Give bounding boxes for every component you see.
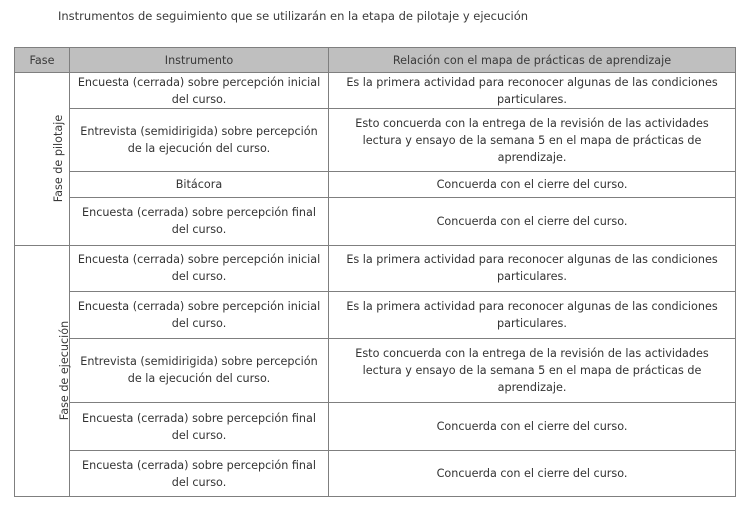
relacion-cell: Concuerda con el cierre del curso. — [329, 171, 736, 197]
relacion-cell: Esto concuerda con la entrega de la revisión de las actividades lectura y ensayo de la semana 5 en el mapa de prácticas de aprendizaje. — [329, 109, 736, 172]
table-row — [15, 291, 736, 338]
instrumento-cell: Encuesta (cerrada) sobre percepción inicial del curso. — [70, 73, 329, 109]
table-row — [15, 109, 736, 172]
table-row — [15, 73, 736, 109]
table-row — [15, 451, 736, 497]
fase-ejecucion-cell — [15, 245, 70, 496]
fase-pilotaje-label: Fase de pilotaje — [52, 115, 66, 203]
relacion-cell: Es la primera actividad para reconocer algunas de las condiciones particulares. — [329, 73, 736, 109]
table-caption: Instrumentos de seguimiento que se utilizarán en la etapa de pilotaje y ejecución — [58, 9, 529, 23]
header-fase: Fase — [15, 48, 70, 73]
instrumento-cell: Encuesta (cerrada) sobre percepción inicial del curso. — [70, 291, 329, 338]
header-instrumento: Instrumento — [70, 48, 329, 73]
table-header-row — [15, 48, 736, 73]
fase-pilotaje-cell — [15, 73, 70, 246]
fase-ejecucion-label: Fase de ejecución — [58, 321, 72, 421]
relacion-cell: Esto concuerda con la entrega de la revisión de las actividades lectura y ensayo de la semana 5 en el mapa de prácticas de aprendizaje. — [329, 338, 736, 403]
table-row — [15, 197, 736, 245]
instruments-table — [14, 47, 736, 497]
table-row — [15, 171, 736, 197]
instrumento-cell: Encuesta (cerrada) sobre percepción inicial del curso. — [70, 245, 329, 291]
instrumento-cell: Entrevista (semidirigida) sobre percepción de la ejecución del curso. — [70, 338, 329, 403]
instrumento-cell: Entrevista (semidirigida) sobre percepción de la ejecución del curso. — [70, 109, 329, 172]
instrumento-cell: Encuesta (cerrada) sobre percepción final del curso. — [70, 451, 329, 497]
header-relacion: Relación con el mapa de prácticas de aprendizaje — [329, 48, 736, 73]
relacion-cell: Es la primera actividad para reconocer algunas de las condiciones particulares. — [329, 245, 736, 291]
table-row — [15, 338, 736, 403]
relacion-cell: Es la primera actividad para reconocer algunas de las condiciones particulares. — [329, 291, 736, 338]
table-row — [15, 245, 736, 291]
relacion-cell: Concuerda con el cierre del curso. — [329, 197, 736, 245]
instrumento-cell: Encuesta (cerrada) sobre percepción final del curso. — [70, 403, 329, 451]
table-row — [15, 403, 736, 451]
relacion-cell: Concuerda con el cierre del curso. — [329, 451, 736, 497]
relacion-cell: Concuerda con el cierre del curso. — [329, 403, 736, 451]
instrumento-cell: Encuesta (cerrada) sobre percepción final del curso. — [70, 197, 329, 245]
instrumento-cell: Bitácora — [70, 171, 329, 197]
